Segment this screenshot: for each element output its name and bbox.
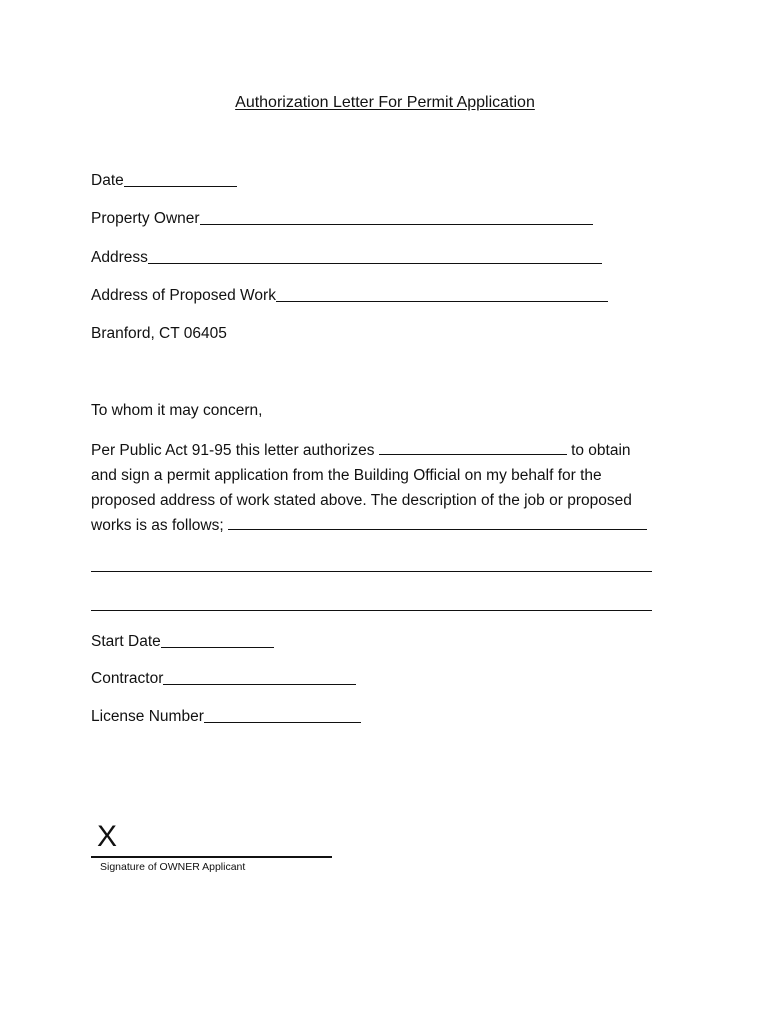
- letter-line-1-b: to obtain: [571, 442, 631, 459]
- property-owner-blank[interactable]: [200, 223, 593, 225]
- job-description-blank[interactable]: [228, 515, 647, 530]
- start-date-blank[interactable]: [161, 646, 274, 648]
- address-of-work-field[interactable]: [91, 287, 608, 305]
- contractor-label: Contractor: [91, 670, 164, 687]
- property-owner-field[interactable]: [91, 210, 593, 228]
- contractor-blank[interactable]: [163, 683, 356, 685]
- signature-caption: Signature of OWNER Applicant: [100, 861, 246, 873]
- town-line: Branford, CT 06405: [91, 325, 227, 342]
- letter-line-1-a: Per Public Act 91-95 this letter authorizes: [91, 442, 375, 459]
- letter-line-1: [91, 438, 671, 463]
- date-label: Date: [91, 172, 124, 189]
- date-field[interactable]: [91, 172, 237, 190]
- letter-line-2: and sign a permit application from the Building Official on my behalf for the: [91, 467, 602, 484]
- address-blank[interactable]: [148, 262, 602, 264]
- license-number-label: License Number: [91, 708, 204, 725]
- signature-mark: X: [97, 820, 118, 853]
- job-description-line-3[interactable]: [91, 610, 652, 611]
- license-number-field[interactable]: [91, 708, 361, 726]
- signature-line[interactable]: [91, 856, 332, 858]
- letter-line-4-text: works is as follows;: [91, 517, 224, 534]
- property-owner-label: Property Owner: [91, 210, 200, 227]
- job-description-line-2[interactable]: [91, 571, 652, 572]
- contractor-field[interactable]: [91, 670, 356, 688]
- salutation: To whom it may concern,: [91, 402, 263, 419]
- address-of-work-label: Address of Proposed Work: [91, 287, 276, 304]
- authorized-person-blank[interactable]: [379, 440, 567, 455]
- start-date-label: Start Date: [91, 633, 161, 650]
- letter-line-3: proposed address of work stated above. The description of the job or proposed: [91, 492, 632, 509]
- start-date-field[interactable]: [91, 633, 274, 651]
- letter-body: [91, 438, 671, 538]
- address-of-work-blank[interactable]: [276, 300, 608, 302]
- address-label: Address: [91, 249, 148, 266]
- document-title: Authorization Letter For Permit Application: [235, 94, 535, 111]
- date-blank[interactable]: [124, 185, 237, 187]
- address-field[interactable]: [91, 249, 602, 267]
- letter-line-4: [91, 513, 671, 538]
- license-number-blank[interactable]: [204, 721, 361, 723]
